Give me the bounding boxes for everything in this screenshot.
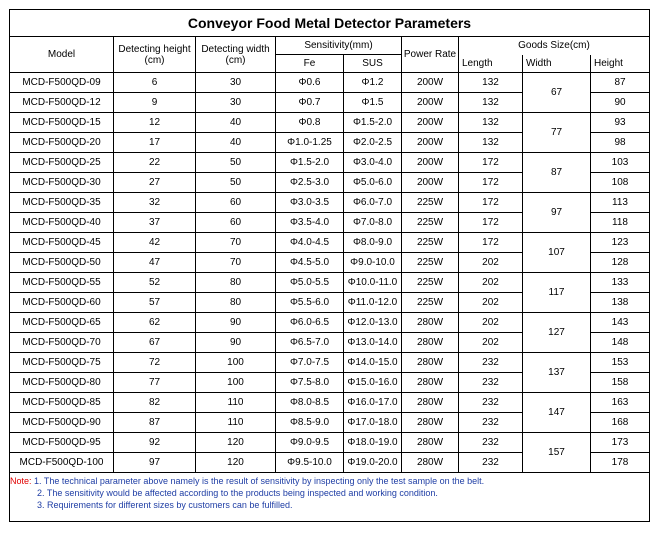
- detecting-height-cell: 62: [114, 313, 196, 333]
- note-label: Note:: [10, 476, 32, 486]
- power-rate-cell: 200W: [402, 133, 459, 153]
- goods-width-cell: 137: [523, 353, 591, 393]
- header-goods-height: Height: [594, 57, 623, 69]
- header-fe: Fe: [276, 55, 344, 73]
- detecting-width-cell: 100: [196, 373, 276, 393]
- sus-cell: Φ15.0-16.0: [344, 373, 402, 393]
- detecting-width-cell: 70: [196, 253, 276, 273]
- model-cell: MCD-F500QD-55: [10, 273, 114, 293]
- power-rate-cell: 225W: [402, 253, 459, 273]
- detecting-height-cell: 72: [114, 353, 196, 373]
- sus-cell: Φ5.0-6.0: [344, 173, 402, 193]
- fe-cell: Φ1.0-1.25: [276, 133, 344, 153]
- power-rate-cell: 200W: [402, 73, 459, 93]
- model-cell: MCD-F500QD-50: [10, 253, 114, 273]
- goods-height-cell: 93: [591, 113, 650, 133]
- detecting-width-cell: 90: [196, 333, 276, 353]
- detecting-width-cell: 50: [196, 153, 276, 173]
- fe-cell: Φ0.8: [276, 113, 344, 133]
- power-rate-cell: 280W: [402, 373, 459, 393]
- sus-cell: Φ3.0-4.0: [344, 153, 402, 173]
- sus-cell: Φ1.5: [344, 93, 402, 113]
- header-detecting-width: Detecting width (cm): [196, 37, 276, 73]
- detecting-height-cell: 97: [114, 453, 196, 473]
- power-rate-cell: 200W: [402, 93, 459, 113]
- model-cell: MCD-F500QD-45: [10, 233, 114, 253]
- notes-section: [10, 473, 650, 522]
- goods-height-cell: 90: [591, 93, 650, 113]
- note-line-2: 2. The sensitivity would be affected according to the products being inspected and working condition.: [37, 488, 438, 498]
- fe-cell: Φ8.5-9.0: [276, 413, 344, 433]
- detecting-width-cell: 60: [196, 193, 276, 213]
- detecting-width-cell: 60: [196, 213, 276, 233]
- fe-cell: Φ5.5-6.0: [276, 293, 344, 313]
- length-cell: 172: [459, 173, 523, 193]
- detecting-height-cell: 6: [114, 73, 196, 93]
- goods-height-cell: 113: [591, 193, 650, 213]
- detecting-height-cell: 77: [114, 373, 196, 393]
- power-rate-cell: 225W: [402, 213, 459, 233]
- model-cell: MCD-F500QD-09: [10, 73, 114, 93]
- model-cell: MCD-F500QD-35: [10, 193, 114, 213]
- length-cell: 232: [459, 393, 523, 413]
- table-row: [10, 353, 650, 373]
- goods-width-cell: 107: [523, 233, 591, 273]
- detecting-width-cell: 70: [196, 233, 276, 253]
- goods-height-cell: 148: [591, 333, 650, 353]
- sus-cell: Φ2.0-2.5: [344, 133, 402, 153]
- power-rate-cell: 280W: [402, 453, 459, 473]
- detecting-width-cell: 120: [196, 433, 276, 453]
- length-cell: 202: [459, 273, 523, 293]
- goods-height-cell: 98: [591, 133, 650, 153]
- detecting-height-cell: 47: [114, 253, 196, 273]
- detecting-height-cell: 42: [114, 233, 196, 253]
- power-rate-cell: 225W: [402, 193, 459, 213]
- goods-width-cell: 157: [523, 433, 591, 473]
- header-width-cell: [523, 55, 591, 73]
- model-cell: MCD-F500QD-25: [10, 153, 114, 173]
- goods-width-cell: 117: [523, 273, 591, 313]
- goods-width-cell: 147: [523, 393, 591, 433]
- detecting-height-cell: 22: [114, 153, 196, 173]
- length-cell: 202: [459, 313, 523, 333]
- goods-height-cell: 158: [591, 373, 650, 393]
- detecting-width-cell: 120: [196, 453, 276, 473]
- detecting-height-cell: 9: [114, 93, 196, 113]
- note-text-1: 1. The technical parameter above namely is the result of sensitivity by inspecting only the test sample on the belt.: [34, 476, 485, 486]
- goods-height-cell: 87: [591, 73, 650, 93]
- goods-height-cell: 168: [591, 413, 650, 433]
- sus-cell: Φ19.0-20.0: [344, 453, 402, 473]
- length-cell: 232: [459, 373, 523, 393]
- sus-cell: Φ7.0-8.0: [344, 213, 402, 233]
- model-cell: MCD-F500QD-40: [10, 213, 114, 233]
- fe-cell: Φ0.7: [276, 93, 344, 113]
- goods-height-cell: 143: [591, 313, 650, 333]
- detecting-height-cell: 52: [114, 273, 196, 293]
- fe-cell: Φ6.0-6.5: [276, 313, 344, 333]
- detecting-width-cell: 40: [196, 113, 276, 133]
- fe-cell: Φ3.5-4.0: [276, 213, 344, 233]
- detecting-width-cell: 90: [196, 313, 276, 333]
- goods-height-cell: 108: [591, 173, 650, 193]
- model-cell: MCD-F500QD-20: [10, 133, 114, 153]
- goods-height-cell: 123: [591, 233, 650, 253]
- length-cell: 172: [459, 233, 523, 253]
- detecting-height-cell: 87: [114, 413, 196, 433]
- power-rate-cell: 225W: [402, 273, 459, 293]
- model-cell: MCD-F500QD-80: [10, 373, 114, 393]
- model-cell: MCD-F500QD-12: [10, 93, 114, 113]
- goods-height-cell: 153: [591, 353, 650, 373]
- header-sensitivity: Sensitivity(mm): [276, 37, 402, 55]
- table-row: [10, 433, 650, 453]
- detecting-height-cell: 27: [114, 173, 196, 193]
- model-cell: MCD-F500QD-65: [10, 313, 114, 333]
- length-cell: 132: [459, 113, 523, 133]
- sus-cell: Φ11.0-12.0: [344, 293, 402, 313]
- goods-height-cell: 133: [591, 273, 650, 293]
- goods-height-cell: 118: [591, 213, 650, 233]
- length-cell: 172: [459, 153, 523, 173]
- sus-cell: Φ6.0-7.0: [344, 193, 402, 213]
- fe-cell: Φ9.0-9.5: [276, 433, 344, 453]
- detecting-height-cell: 12: [114, 113, 196, 133]
- table-row: [10, 113, 650, 133]
- goods-width-cell: 87: [523, 153, 591, 193]
- length-cell: 232: [459, 413, 523, 433]
- table-row: [10, 193, 650, 213]
- note-line-1: [10, 475, 649, 487]
- fe-cell: Φ3.0-3.5: [276, 193, 344, 213]
- table-row: [10, 153, 650, 173]
- table-body: [10, 73, 650, 473]
- header-height-cell: [591, 55, 650, 73]
- power-rate-cell: 280W: [402, 433, 459, 453]
- sus-cell: Φ12.0-13.0: [344, 313, 402, 333]
- length-cell: 202: [459, 333, 523, 353]
- length-cell: 132: [459, 133, 523, 153]
- sus-cell: Φ14.0-15.0: [344, 353, 402, 373]
- header-goods-width: Width: [526, 57, 552, 69]
- fe-cell: Φ5.0-5.5: [276, 273, 344, 293]
- detecting-height-cell: 32: [114, 193, 196, 213]
- model-cell: MCD-F500QD-15: [10, 113, 114, 133]
- header-length-cell: [459, 55, 523, 73]
- fe-cell: Φ2.5-3.0: [276, 173, 344, 193]
- table-row: [10, 313, 650, 333]
- fe-cell: Φ4.5-5.0: [276, 253, 344, 273]
- length-cell: 202: [459, 293, 523, 313]
- model-cell: MCD-F500QD-60: [10, 293, 114, 313]
- model-cell: MCD-F500QD-70: [10, 333, 114, 353]
- goods-width-cell: 77: [523, 113, 591, 153]
- power-rate-cell: 280W: [402, 393, 459, 413]
- power-rate-cell: 280W: [402, 333, 459, 353]
- detecting-height-cell: 92: [114, 433, 196, 453]
- model-cell: MCD-F500QD-100: [10, 453, 114, 473]
- length-cell: 232: [459, 353, 523, 373]
- detecting-height-cell: 57: [114, 293, 196, 313]
- model-cell: MCD-F500QD-95: [10, 433, 114, 453]
- power-rate-cell: 225W: [402, 293, 459, 313]
- length-cell: 232: [459, 433, 523, 453]
- power-rate-cell: 200W: [402, 113, 459, 133]
- header-model: Model: [10, 37, 114, 73]
- goods-height-cell: 138: [591, 293, 650, 313]
- table-title: Conveyor Food Metal Detector Parameters: [10, 10, 650, 37]
- power-rate-cell: 280W: [402, 313, 459, 333]
- sus-cell: Φ18.0-19.0: [344, 433, 402, 453]
- detecting-width-cell: 100: [196, 353, 276, 373]
- goods-width-cell: 67: [523, 73, 591, 113]
- header-sus: SUS: [344, 55, 402, 73]
- power-rate-cell: 200W: [402, 173, 459, 193]
- header-power-rate: Power Rate: [402, 37, 459, 73]
- fe-cell: Φ7.5-8.0: [276, 373, 344, 393]
- detecting-width-cell: 50: [196, 173, 276, 193]
- goods-height-cell: 178: [591, 453, 650, 473]
- fe-cell: Φ4.0-4.5: [276, 233, 344, 253]
- length-cell: 132: [459, 93, 523, 113]
- length-cell: 172: [459, 193, 523, 213]
- header-detecting-height: Detecting height (cm): [114, 37, 196, 73]
- sus-cell: Φ17.0-18.0: [344, 413, 402, 433]
- power-rate-cell: 280W: [402, 413, 459, 433]
- table-row: [10, 393, 650, 413]
- model-cell: MCD-F500QD-85: [10, 393, 114, 413]
- header-goods-size: Goods Size(cm): [459, 37, 650, 55]
- length-cell: 132: [459, 73, 523, 93]
- sus-cell: Φ9.0-10.0: [344, 253, 402, 273]
- goods-width-cell: 97: [523, 193, 591, 233]
- table-row: [10, 273, 650, 293]
- model-cell: MCD-F500QD-75: [10, 353, 114, 373]
- fe-cell: Φ6.5-7.0: [276, 333, 344, 353]
- header-length: Length: [462, 57, 493, 69]
- detecting-width-cell: 40: [196, 133, 276, 153]
- goods-height-cell: 103: [591, 153, 650, 173]
- fe-cell: Φ7.0-7.5: [276, 353, 344, 373]
- sus-cell: Φ1.2: [344, 73, 402, 93]
- table-row: [10, 233, 650, 253]
- detecting-width-cell: 80: [196, 293, 276, 313]
- length-cell: 172: [459, 213, 523, 233]
- detecting-width-cell: 30: [196, 93, 276, 113]
- note-line-3: 3. Requirements for different sizes by customers can be fulfilled.: [37, 500, 293, 510]
- model-cell: MCD-F500QD-90: [10, 413, 114, 433]
- detecting-width-cell: 30: [196, 73, 276, 93]
- parameters-table: [9, 9, 650, 522]
- power-rate-cell: 225W: [402, 233, 459, 253]
- sus-cell: Φ13.0-14.0: [344, 333, 402, 353]
- detecting-height-cell: 17: [114, 133, 196, 153]
- detecting-height-cell: 82: [114, 393, 196, 413]
- sus-cell: Φ8.0-9.0: [344, 233, 402, 253]
- power-rate-cell: 280W: [402, 353, 459, 373]
- table-row: [10, 73, 650, 93]
- detecting-width-cell: 110: [196, 413, 276, 433]
- power-rate-cell: 200W: [402, 153, 459, 173]
- goods-height-cell: 163: [591, 393, 650, 413]
- fe-cell: Φ8.0-8.5: [276, 393, 344, 413]
- goods-height-cell: 128: [591, 253, 650, 273]
- detecting-width-cell: 80: [196, 273, 276, 293]
- detecting-height-cell: 37: [114, 213, 196, 233]
- model-cell: MCD-F500QD-30: [10, 173, 114, 193]
- fe-cell: Φ9.5-10.0: [276, 453, 344, 473]
- goods-height-cell: 173: [591, 433, 650, 453]
- detecting-height-cell: 67: [114, 333, 196, 353]
- fe-cell: Φ1.5-2.0: [276, 153, 344, 173]
- detecting-width-cell: 110: [196, 393, 276, 413]
- sus-cell: Φ10.0-11.0: [344, 273, 402, 293]
- fe-cell: Φ0.6: [276, 73, 344, 93]
- length-cell: 202: [459, 253, 523, 273]
- sus-cell: Φ16.0-17.0: [344, 393, 402, 413]
- sus-cell: Φ1.5-2.0: [344, 113, 402, 133]
- length-cell: 232: [459, 453, 523, 473]
- goods-width-cell: 127: [523, 313, 591, 353]
